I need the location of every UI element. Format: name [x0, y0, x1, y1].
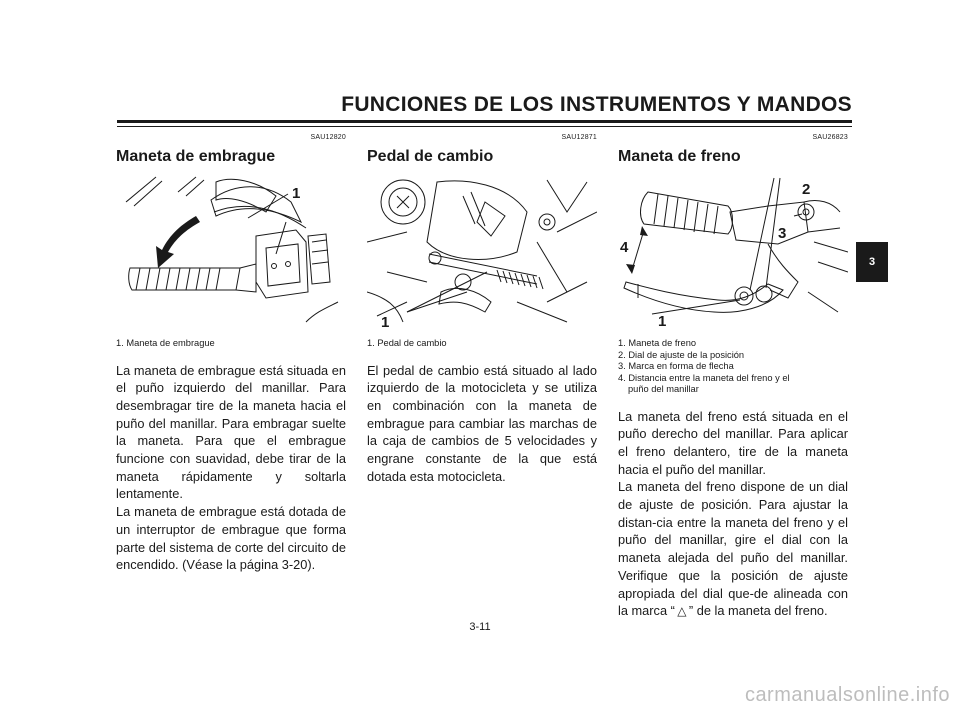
paragraph: El pedal de cambio está situado al lado izquierdo de la motocicleta y se utiliza en combinación con la maneta de embrague para cambiar las marchas de la caja de cambios de 5 velocidades y engrane constante de la que está dotada esta motocicleta.	[367, 362, 597, 484]
caption-line: 3. Marca en forma de flecha	[618, 361, 734, 371]
caption-line: 4. Distancia entre la maneta del freno y el	[618, 372, 790, 383]
caption-line: 1. Maneta de embrague	[116, 338, 215, 348]
page-number: 3-11	[469, 621, 491, 633]
caption-line: 2. Dial de ajuste de la posición	[618, 349, 745, 360]
caption-line: 1. Pedal de cambio	[367, 338, 447, 348]
brake-lever-illustration	[618, 172, 848, 332]
paragraph: La maneta del freno está situada en el puño derecho del manillar. Para aplicar el freno delantero, tire de la maneta hacia el puño del manillar.	[618, 408, 848, 477]
paragraph-text: La maneta del freno dispone de un dial de ajuste de posición. Para ajustar la distan-cia entre la maneta del freno y el puño del manillar, gire el dial con la maneta alejada del puño del manillar. Verifique que la posición de ajuste apropiada del dial que-de alineada con la marca “	[618, 479, 848, 619]
paragraph: La maneta de embrague está dotada de un interruptor de embrague que forma parte del sistema de corte del circuito de encendido. (Véase la página 3-20).	[116, 504, 346, 573]
arrow-mark-icon: △	[677, 604, 687, 619]
chapter-tab: 3	[856, 242, 888, 282]
section-title: Maneta de freno	[618, 148, 741, 165]
header-rule-thick	[117, 120, 852, 123]
section-title: Pedal de cambio	[367, 148, 494, 165]
section-code: SAU26823	[812, 134, 848, 141]
header-rule-thin	[117, 126, 852, 127]
section-code: SAU12871	[561, 134, 597, 141]
section-clutch-lever	[116, 134, 346, 574]
section-shift-pedal	[367, 134, 597, 485]
caption-line: 1. Maneta de freno	[618, 338, 697, 348]
callout-4: 4	[620, 239, 629, 256]
section-body	[367, 362, 597, 486]
callout-1: 1	[292, 185, 301, 202]
paragraph: La maneta de embrague está situada en el puño izquierdo del manillar. Para desembragar tire de la maneta hacia el puño del manillar. Para embragar suelte la maneta. Para que el embrague funcione con suavidad, debe tirar de la maneta rápidamente y soltarla lentamente.	[116, 362, 346, 502]
watermark: carmanualsonline.info	[744, 684, 950, 706]
caption-line: puño del manillar	[628, 384, 699, 394]
figure-caption	[618, 338, 848, 396]
clutch-lever-illustration	[116, 172, 346, 332]
paragraph-text: ” de la maneta del freno.	[688, 603, 828, 619]
section-brake-lever	[618, 134, 848, 621]
figure-caption	[116, 338, 346, 350]
callout-2: 2	[802, 181, 811, 198]
figure-caption	[367, 338, 597, 350]
section-code: SAU12820	[310, 134, 346, 141]
section-body	[116, 362, 346, 574]
callout-1: 1	[658, 313, 667, 330]
callout-1: 1	[381, 314, 390, 331]
section-body	[618, 408, 848, 621]
callout-3: 3	[778, 225, 787, 242]
paragraph	[618, 478, 848, 621]
shift-pedal-illustration	[367, 172, 597, 332]
section-title: Maneta de embrague	[116, 148, 276, 165]
page-header-title: FUNCIONES DE LOS INSTRUMENTOS Y MANDOS	[341, 93, 852, 116]
